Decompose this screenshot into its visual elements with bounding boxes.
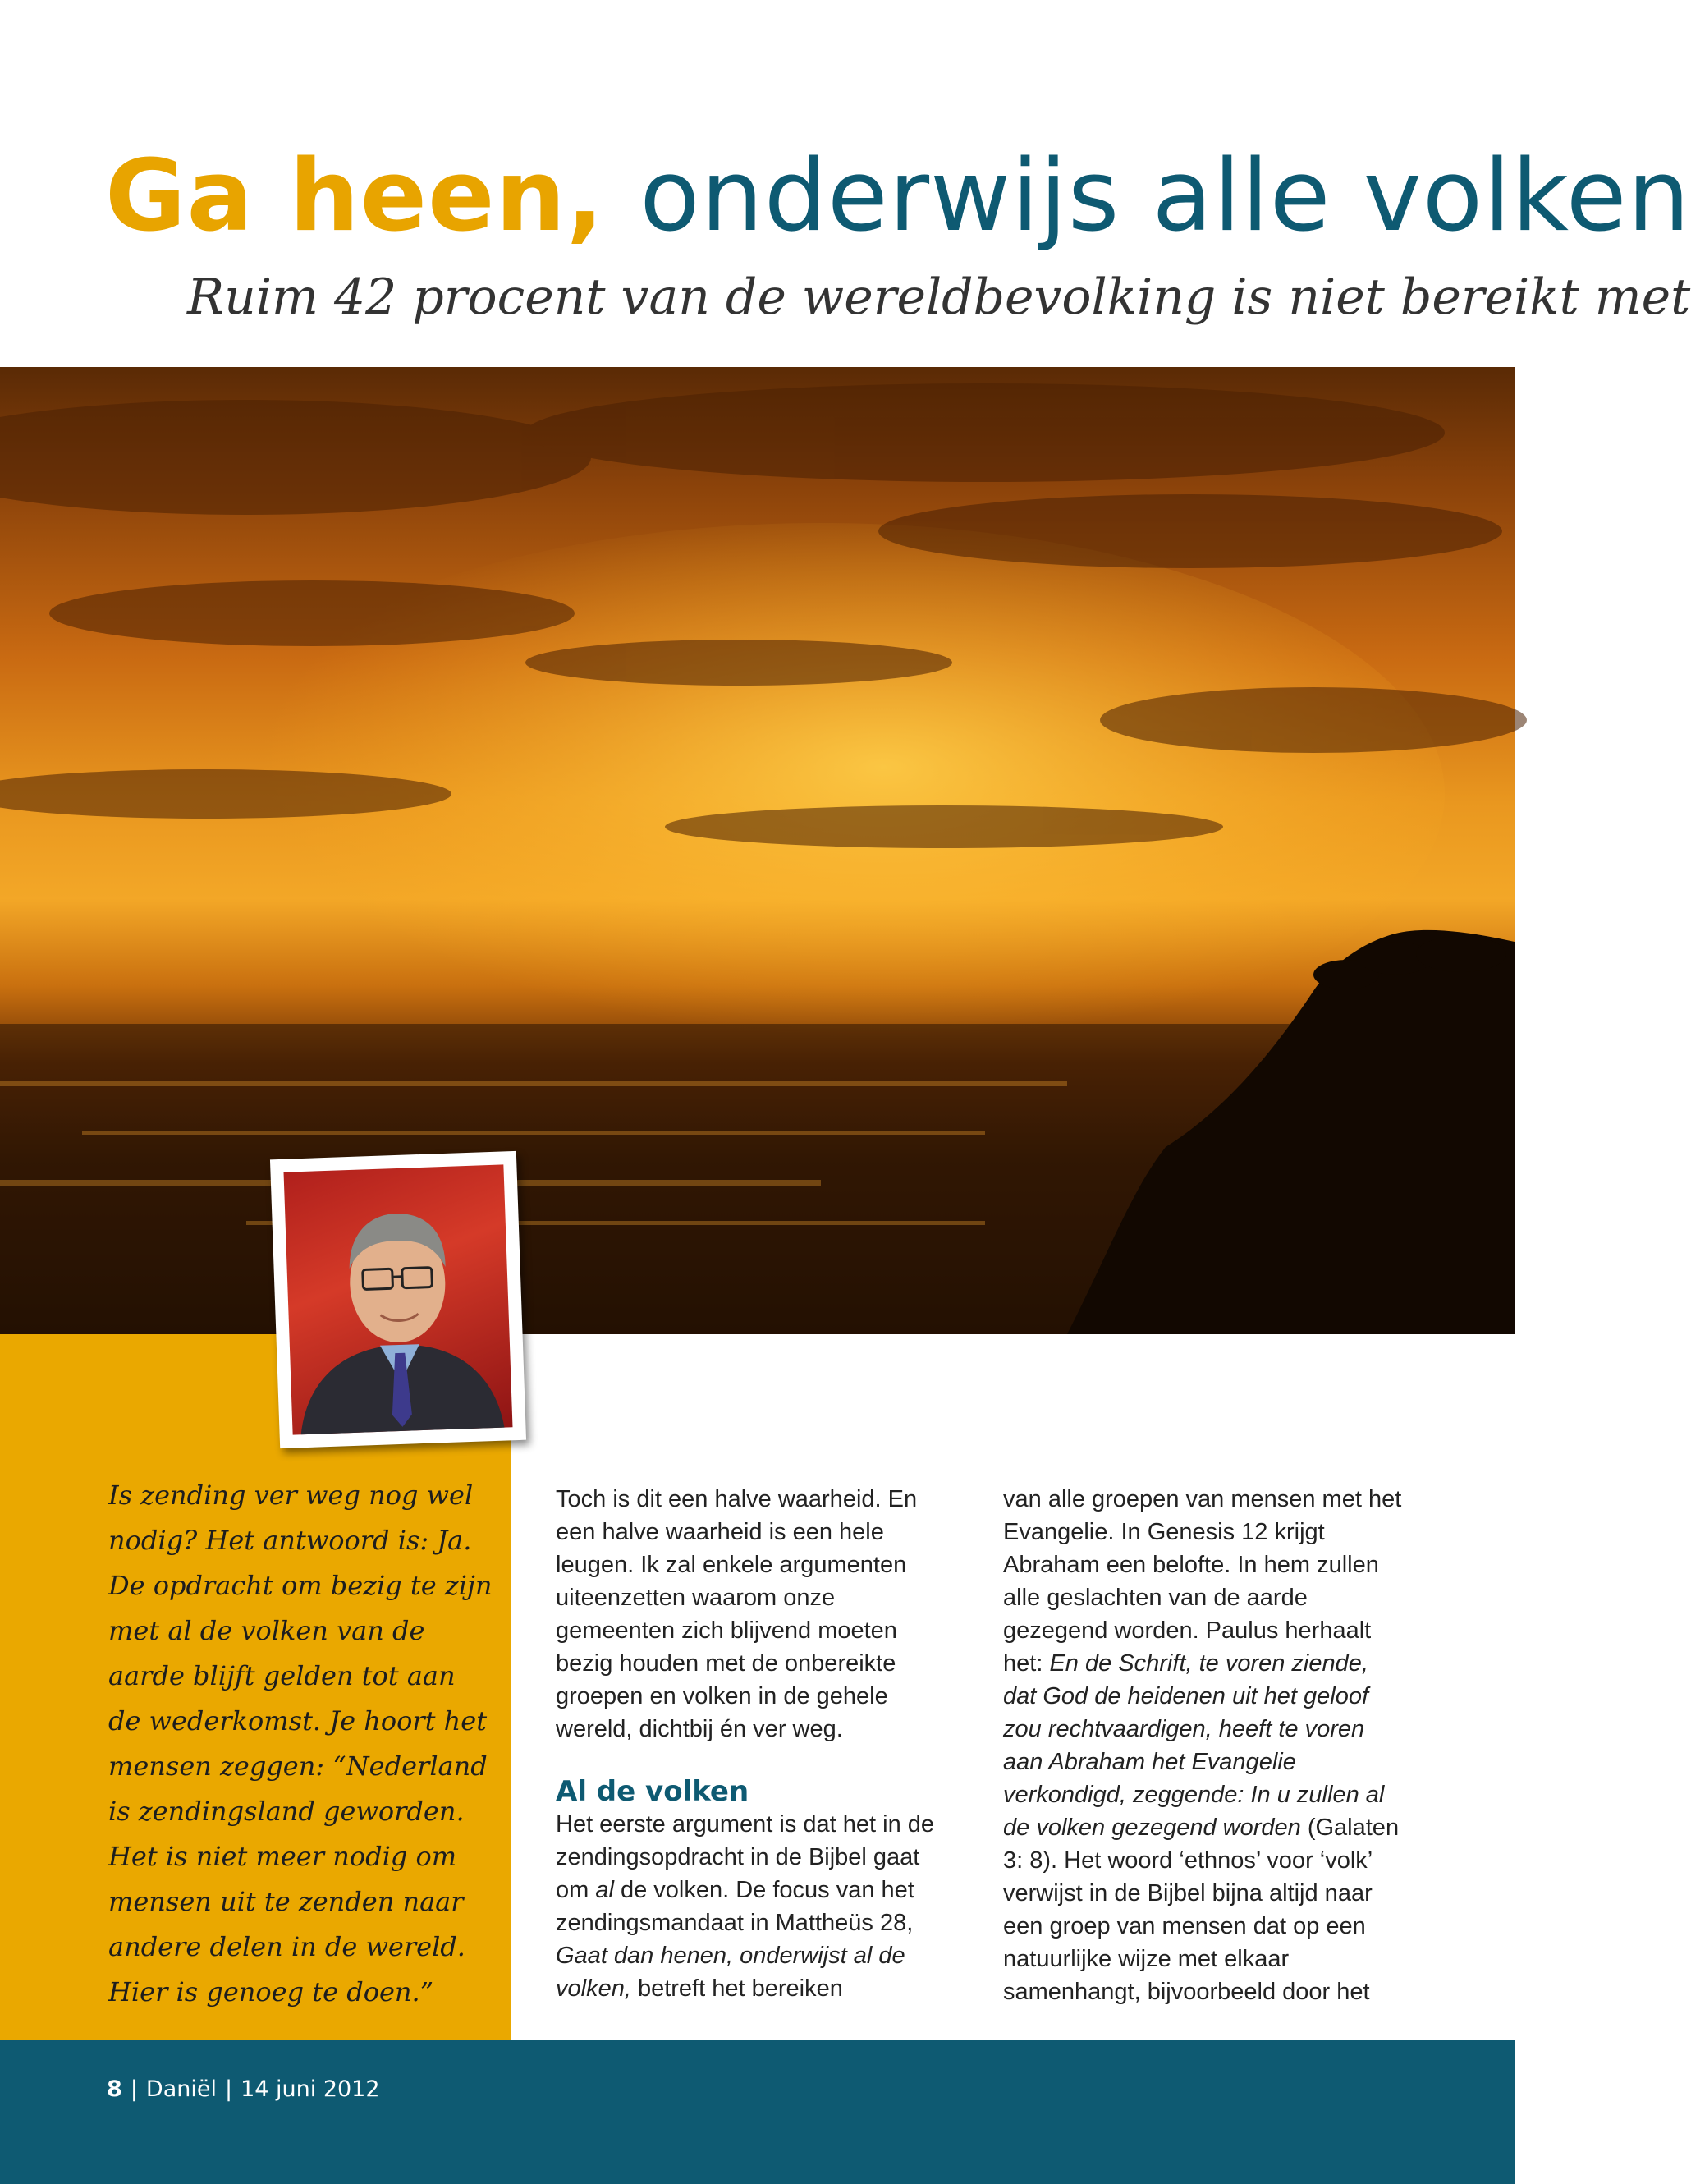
cloud	[1100, 687, 1527, 753]
page-number: 8	[107, 2076, 122, 2102]
author-portrait	[283, 1164, 512, 1434]
intro-quote: Is zending ver weg nog wel nodig? Het antwoord is: Ja. De opdracht om bezig te zijn met al de volken van de aarde blijft gelden tot aan de wederkomst. Je hoort het mensen zeggen: “Nederland is zendingsland geworden. Het is niet meer nodig om mensen uit te zenden naar andere delen in de wereld. Hier is genoeg te doen.”	[108, 1480, 493, 2007]
issue-date: 14 juni 2012	[241, 2076, 380, 2102]
text-run-italic: al	[595, 1877, 614, 1903]
text-run: (Galaten 3: 8). Het woord ‘ethnos’ voor ‘volk’ verwijst in de Bijbel bijna altijd naar een groep van mensen dat op een natuurlijke wijze met elkaar samenhangt, bijvoorbeeld door het	[1003, 1815, 1400, 2005]
footer-separator: |	[224, 2076, 233, 2102]
text-run-italic: Gaat dan henen, onderwijst al de volken,	[556, 1943, 905, 2002]
publication-name: Daniël	[145, 2076, 217, 2102]
body-column-1	[556, 1483, 958, 2005]
wave	[82, 1131, 985, 1135]
body-column-2	[1003, 1483, 1405, 2008]
cloud	[525, 383, 1445, 482]
paragraph-intro: Toch is dit een halve waarheid. En een halve waarheid is een hele leugen. Ik zal enkele argumenten uiteenzetten waarom onze gemeenten zich blijvend moeten bezig houden met de onbereikte groepen en volken in de gehele wereld, dichtbij én ver weg.	[556, 1486, 918, 1742]
cloud	[49, 580, 575, 646]
sunset-hero-image	[0, 367, 1515, 1334]
cloud	[0, 400, 591, 515]
footer-folio	[107, 2077, 380, 2102]
paragraph-argument	[556, 1808, 958, 2005]
cloud	[525, 640, 952, 686]
article-title	[105, 140, 1691, 255]
text-run: Het eerste argument is dat het in de zendingsopdracht in de Bijbel gaat om	[556, 1811, 935, 1903]
paragraph-continued	[1003, 1483, 1405, 2008]
section-heading: Al de volken	[556, 1775, 749, 1808]
bible-quote: En de Schrift, te voren ziende, dat God de heidenen uit het geloof zou rechtvaardigen, heeft te voren aan Abraham het Evangelie verkondigd, zeggende: In u zullen al de volken gezegend worden	[1003, 1650, 1385, 1841]
cloud	[665, 805, 1223, 848]
author-photo-frame	[270, 1151, 526, 1448]
text-run: betreft het bereiken	[630, 1975, 843, 2002]
wave	[0, 1081, 1067, 1086]
portrait-illustration	[283, 1164, 512, 1434]
sunset-illustration	[0, 367, 1515, 1334]
footer-separator: |	[130, 2076, 138, 2102]
text-run: van alle groepen van mensen met het Evangelie. In Genesis 12 krijgt Abraham een belofte. In hem zullen alle geslachten van de aarde gezegend worden. Paulus herhaalt het:	[1003, 1486, 1402, 1677]
footer-bar	[0, 2040, 1515, 2184]
cloud	[878, 494, 1502, 568]
title-main: onderwijs alle volken	[639, 140, 1691, 254]
text-run: de volken. De focus van het zendingsmandaat in Mattheüs 28,	[556, 1877, 914, 1936]
article-subtitle: Ruim 42 procent van de wereldbevolking is niet bereikt met	[187, 268, 1691, 326]
title-accent: Ga heen,	[105, 140, 605, 254]
palm-tree	[1416, 936, 1506, 972]
